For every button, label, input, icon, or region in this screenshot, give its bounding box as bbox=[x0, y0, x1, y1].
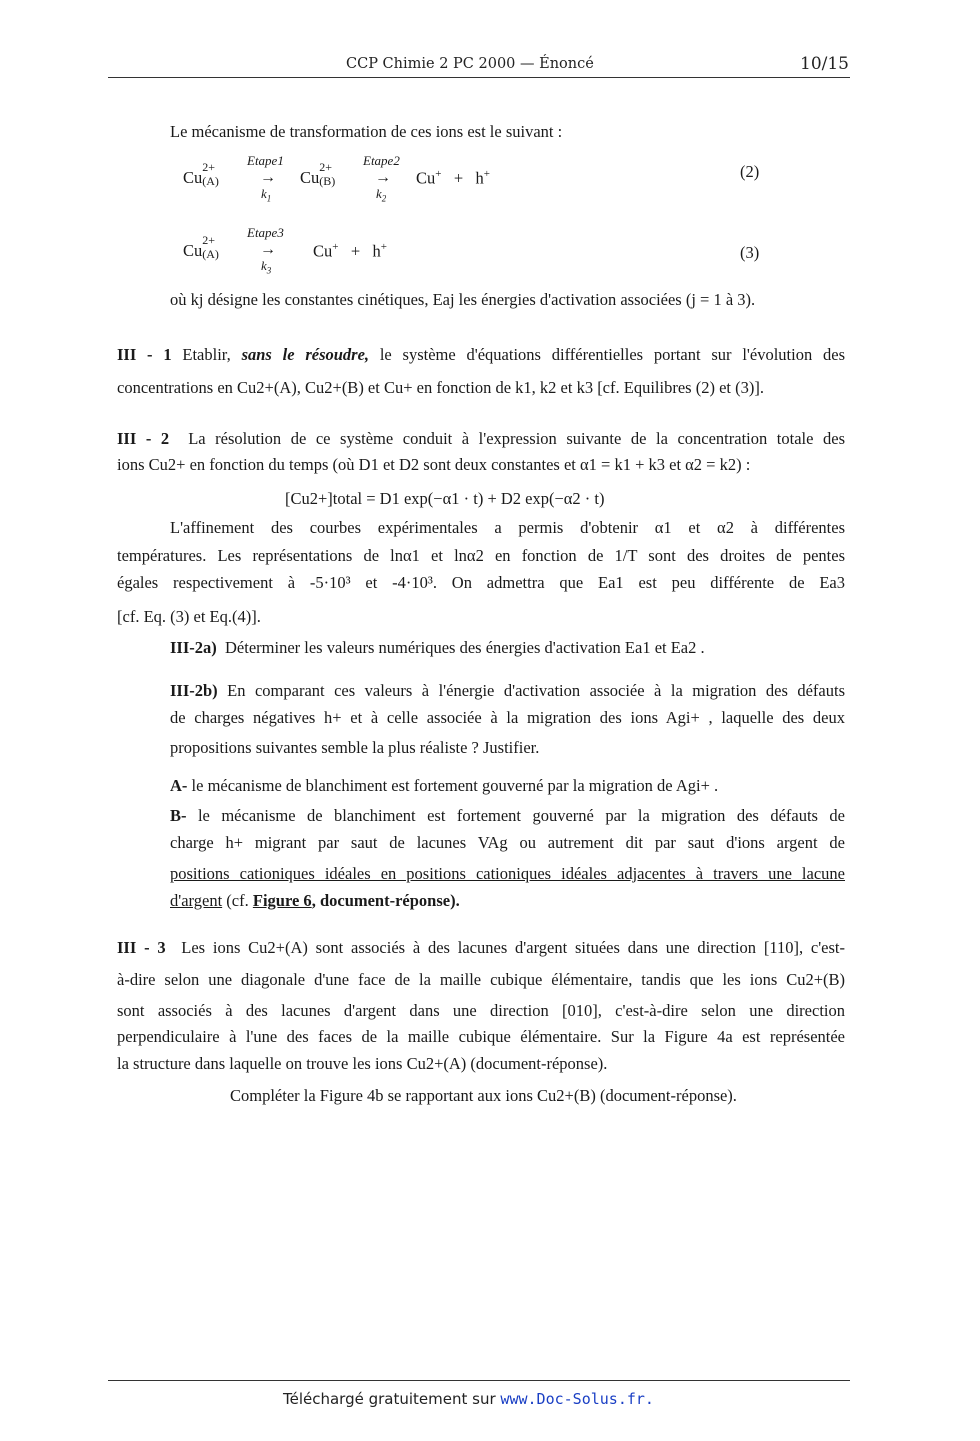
question-III-2-line2: ions Cu2+ en fonction du temps (où D1 et D2 sont deux constantes et α1 = k1 + k3 et α2 = k2) : bbox=[117, 455, 751, 474]
cu-a-ion: Cu 2+ (A) bbox=[183, 160, 219, 188]
question-III-3-line2: à-dire selon une diagonale d'une face de la maille cubique élémentaire, tandis que les ions Cu2+(B) bbox=[117, 970, 845, 989]
question-III-2b-line2: de charges négatives h+ et à celle associée à la migration des ions Agi+ , laquelle des deux bbox=[170, 708, 845, 727]
paragraph-line3: égales respectivement à -5·10³ et -4·10³. On admettra que Ea1 est peu différente de Ea3 bbox=[117, 573, 845, 592]
cu-b-ion: Cu 2+ (B) bbox=[300, 160, 336, 188]
etape3-label: Etape3 bbox=[247, 225, 284, 240]
k2-label: $k_2$ bbox=[376, 186, 387, 204]
header-rule bbox=[108, 77, 850, 78]
question-III-2b-line3: propositions suivantes semble la plus réaliste ? Justifier. bbox=[170, 738, 540, 757]
products-2: Cu+ + h+ bbox=[416, 168, 491, 188]
paragraph-line2: températures. Les représentations de lnα1 et lnα2 en fonction de 1/T sont des droites de pentes bbox=[117, 546, 845, 565]
question-III-3-line5: la structure dans laquelle on trouve les ions Cu2+(A) (document-réponse). bbox=[117, 1054, 608, 1073]
paragraph-line4: [cf. Eq. (3) et Eq.(4)]. bbox=[117, 607, 261, 626]
arrow-2: → bbox=[375, 169, 391, 186]
arrow-1: → bbox=[260, 169, 276, 186]
proposition-b-line3: positions cationiques idéales en positions cationiques idéales adjacentes à travers une lacune bbox=[170, 864, 845, 883]
footer: Téléchargé gratuitement sur www.Doc-Solus.fr. bbox=[283, 1390, 654, 1408]
concentration-formula: [Cu2+]total = D1 exp(−α1 · t) + D2 exp(−α2 · t) bbox=[285, 489, 605, 508]
products-3: Cu+ + h+ bbox=[313, 241, 388, 261]
etape2-label: Etape2 bbox=[363, 153, 400, 168]
arrow-3: → bbox=[260, 241, 276, 258]
running-header bbox=[346, 56, 594, 72]
question-III-2a: III-2a) Déterminer les valeurs numériques des énergies d'activation Ea1 et Ea2 . bbox=[170, 638, 705, 657]
etape1-label: Etape1 bbox=[247, 153, 284, 168]
question-III-3-line3: sont associés à des lacunes d'argent dans une direction [010], c'est-à-dire selon une direction bbox=[117, 1001, 845, 1020]
equation-2-number: (2) bbox=[740, 162, 760, 181]
page-number: 10/15 bbox=[800, 54, 849, 74]
question-III-2-line1: III - 2 La résolution de ce système conduit à l'expression suivante de la concentration totale des bbox=[117, 429, 845, 448]
paragraph-line1: L'affinement des courbes expérimentales a permis d'obtenir α1 et α2 à différentes bbox=[170, 518, 845, 537]
proposition-b-line4: d'argent (cf. Figure 6, document-réponse). bbox=[170, 891, 460, 910]
k1-label: $k_1$ bbox=[261, 186, 272, 204]
equation-3-number: (3) bbox=[740, 243, 760, 262]
definition-line: où kj désigne les constantes cinétiques, Eaj les énergies d'activation associées (j = 1 à 3). bbox=[170, 290, 756, 309]
cu-a-ion-3: Cu 2+ (A) bbox=[183, 233, 219, 261]
proposition-b-line1: B- le mécanisme de blanchiment est fortement gouverné par la migration des défauts de bbox=[170, 806, 845, 825]
footer-rule bbox=[108, 1380, 850, 1381]
footer-link[interactable]: www.Doc-Solus.fr bbox=[500, 1390, 645, 1408]
k3-label: $k_3$ bbox=[261, 258, 272, 276]
question-III-2b-line1: III-2b) En comparant ces valeurs à l'énergie d'activation associée à la migration des défauts bbox=[170, 681, 846, 700]
question-III-3-line4: perpendiculaire à l'une des faces de la maille cubique élémentaire. Sur la Figure 4a est représentée bbox=[117, 1027, 845, 1046]
figure-6-link: Figure 6 bbox=[252, 891, 312, 910]
question-III-3-line1: III - 3 Les ions Cu2+(A) sont associés à des lacunes d'argent situées dans une direction [110], c'est- bbox=[117, 938, 846, 957]
question-III-1-line2: concentrations en Cu2+(A), Cu2+(B) et Cu+ en fonction de k1, k2 et k3 [cf. Equilibres (2) et (3)]. bbox=[117, 378, 764, 397]
proposition-b-line2: charge h+ migrant par saut de lacunes VAg ou autrement dit par saut d'ions argent de bbox=[170, 833, 845, 852]
proposition-a: A- le mécanisme de blanchiment est fortement gouverné par la migration de Agi+ . bbox=[170, 776, 719, 795]
header-title: CCP Chimie 2 PC 2000 — Énoncé bbox=[346, 56, 594, 72]
question-III-3-line6: Compléter la Figure 4b se rapportant aux ions Cu2+(B) (document-réponse). bbox=[230, 1086, 737, 1105]
intro-text: Le mécanisme de transformation de ces ions est le suivant : bbox=[170, 122, 563, 141]
question-III-1-line1: III - 1 Etablir, sans le résoudre, le système d'équations différentielles portant sur l'évolution des bbox=[117, 345, 846, 364]
